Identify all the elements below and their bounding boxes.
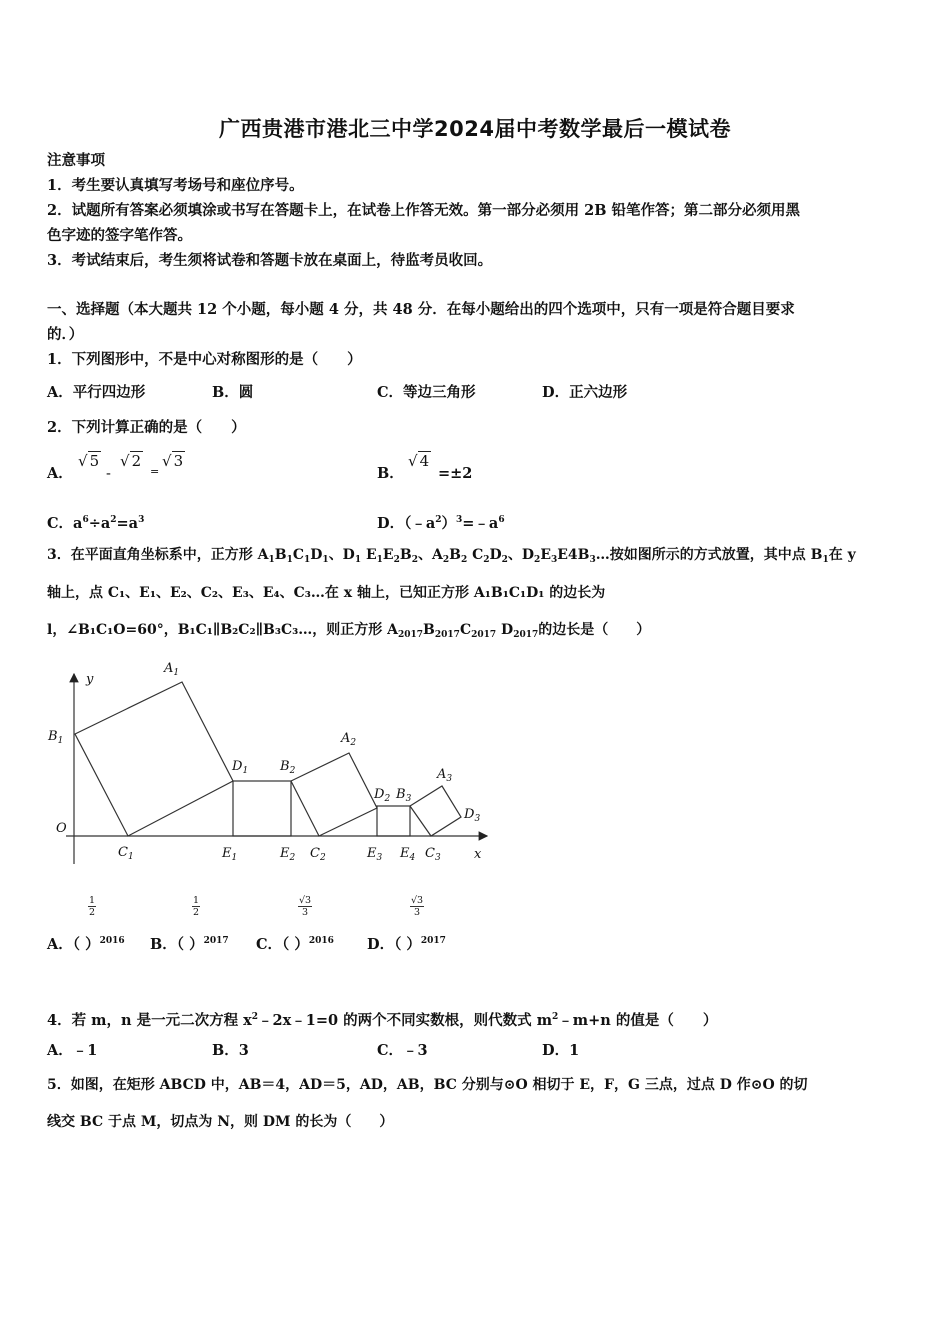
square-2 [291, 753, 377, 836]
q3-c-fraction: $\frac{√3}{3}$ [299, 895, 312, 918]
label-e4: $E_4$ [400, 846, 416, 863]
notice-item-1: 1．考生要认真填写考场号和座位序号。 [47, 177, 304, 194]
q3-d-fraction: $\frac{√3}{3}$ [411, 895, 424, 918]
label-c3: $C_3$ [425, 846, 441, 863]
square-3 [410, 786, 461, 836]
q3-option-b: B．（ ）$^{2017}$ [150, 936, 229, 953]
q2-b-rest: =±2 [438, 465, 473, 482]
label-b3: $B_3$ [396, 787, 412, 804]
q1-option-b: B．圆 [212, 384, 254, 401]
section-heading-line2: 的．） [47, 326, 84, 343]
label-o: O [56, 821, 67, 836]
label-b1: $B_1$ [48, 729, 64, 746]
label-e2: $E_2$ [280, 846, 296, 863]
q1-option-a: A．平行四边形 [47, 384, 146, 401]
q3-line1: 3．在平面直角坐标系中，正方形 $A_1B_1C_1D_1$、$D_1$ $E_1E_2B_2$、$A_2B_2$ $C_2D_2$、$D_2E_3E4B_3\dots$按如图所示的方式放置，其中点 $B_1$在 y [47, 547, 856, 565]
label-a2: $A_2$ [341, 731, 357, 748]
label-d2: $D_2$ [374, 787, 391, 804]
q5-line1: 5．如图，在矩形 ABCD 中，AB＝4，AD＝5，AD，AB，BC 分别与⊙O 相切于 E，F，G 三点，过点 D 作⊙O 的切 [47, 1077, 808, 1093]
label-d3: $D_3$ [464, 807, 481, 824]
q3-option-d: D．（ ）$^{2017}$ [367, 936, 446, 953]
q4-option-b: B．3 [212, 1042, 249, 1059]
q3-a-fraction: $\frac{1}{2}$ [89, 895, 96, 918]
q2-option-d: D．$(﹣a^2)^3=﹣a^6$ [377, 515, 505, 532]
figure-labels [47, 661, 482, 863]
label-y: y [86, 672, 94, 687]
notice-heading: 注意事项 [47, 152, 105, 169]
square-1 [75, 682, 233, 836]
label-b2: $B_2$ [280, 759, 296, 776]
q2-a-sqrt2: √ 2 [120, 452, 142, 470]
page-title: 广西贵港市港北三中学2024届中考数学最后一模试卷 [219, 117, 731, 141]
label-e3: $E_3$ [367, 846, 383, 863]
q2-option-c: C．$a^6\div a^2=a^3$ [47, 515, 145, 532]
section-heading-line1: 一、选择题（本大题共 12 个小题，每小题 4 分，共 48 分．在每小题给出的四个选项中，只有一项是符合题目要求 [47, 301, 795, 318]
q5-line2: 线交 BC 于点 M，切点为 N，则 DM 的长为（ ） [47, 1114, 394, 1130]
q4-option-a: A．﹣1 [47, 1042, 98, 1059]
label-c1: $C_1$ [118, 845, 134, 862]
q4-option-d: D．1 [542, 1042, 580, 1059]
q2-option-a-label: A． [47, 465, 73, 482]
q1-option-c: C．等边三角形 [377, 384, 476, 401]
q2-a-equals: = [150, 465, 160, 478]
q4-stem: 4．若 m，n 是一元二次方程 $x^2﹣2x﹣1=0$ 的两个不同实数根，则代数式 $m^2﹣m+n$ 的值是（ ） [47, 1012, 718, 1029]
q3-line2: 轴上，点 C₁、E₁、E₂、C₂、E₃、E₄、C₃…在 x 轴上，已知正方形 A₁B₁C₁D₁ 的边长为 [47, 585, 606, 601]
label-e1: $E_1$ [222, 846, 238, 863]
q2-option-b-label: B． [377, 465, 404, 482]
label-a1: $A_1$ [164, 661, 180, 678]
notice-item-2b: 色字迹的签字笔作答。 [47, 227, 192, 244]
label-c2: $C_2$ [310, 846, 326, 863]
q1-option-d: D．正六边形 [542, 384, 628, 401]
q2-stem: 2．下列计算正确的是（ ） [47, 419, 246, 436]
notice-item-3: 3．考试结束后，考生须将试卷和答题卡放在桌面上，待监考员收回。 [47, 252, 493, 269]
q3-figure [44, 660, 494, 872]
q3-option-c: C．（ ）$^{2016}$ [256, 936, 334, 953]
label-a3: $A_3$ [437, 767, 453, 784]
q2-a-minus: - [106, 466, 111, 482]
notice-item-2a: 2．试题所有答案必须填涂或书写在答题卡上，在试卷上作答无效。第一部分必须用 2B 铅笔作答；第二部分必须用黑 [47, 202, 801, 219]
q2-a-sqrt3: √ 3 [162, 452, 184, 470]
q2-b-sqrt4: √ 4 [408, 452, 430, 470]
rect-2 [377, 806, 410, 836]
q4-option-c: C．﹣3 [377, 1042, 428, 1059]
q1-stem: 1．下列图形中，不是中心对称图形的是（ ） [47, 351, 362, 368]
q3-line3: l，∠B₁C₁O=60°，B₁C₁∥B₂C₂∥B₃C₃…，则正方形 $A_{2017}B_{2017}C_{2017}$ $D_{2017}$的边长是（ ） [47, 622, 651, 640]
q3-option-a: A．（ ）$^{2016}$ [47, 936, 125, 953]
rect-1 [233, 781, 291, 836]
label-x: x [474, 847, 482, 862]
q3-b-fraction: $\frac{1}{2}$ [193, 895, 200, 918]
label-d1: $D_1$ [232, 759, 249, 776]
q2-a-sqrt5: √ 5 [78, 452, 100, 470]
